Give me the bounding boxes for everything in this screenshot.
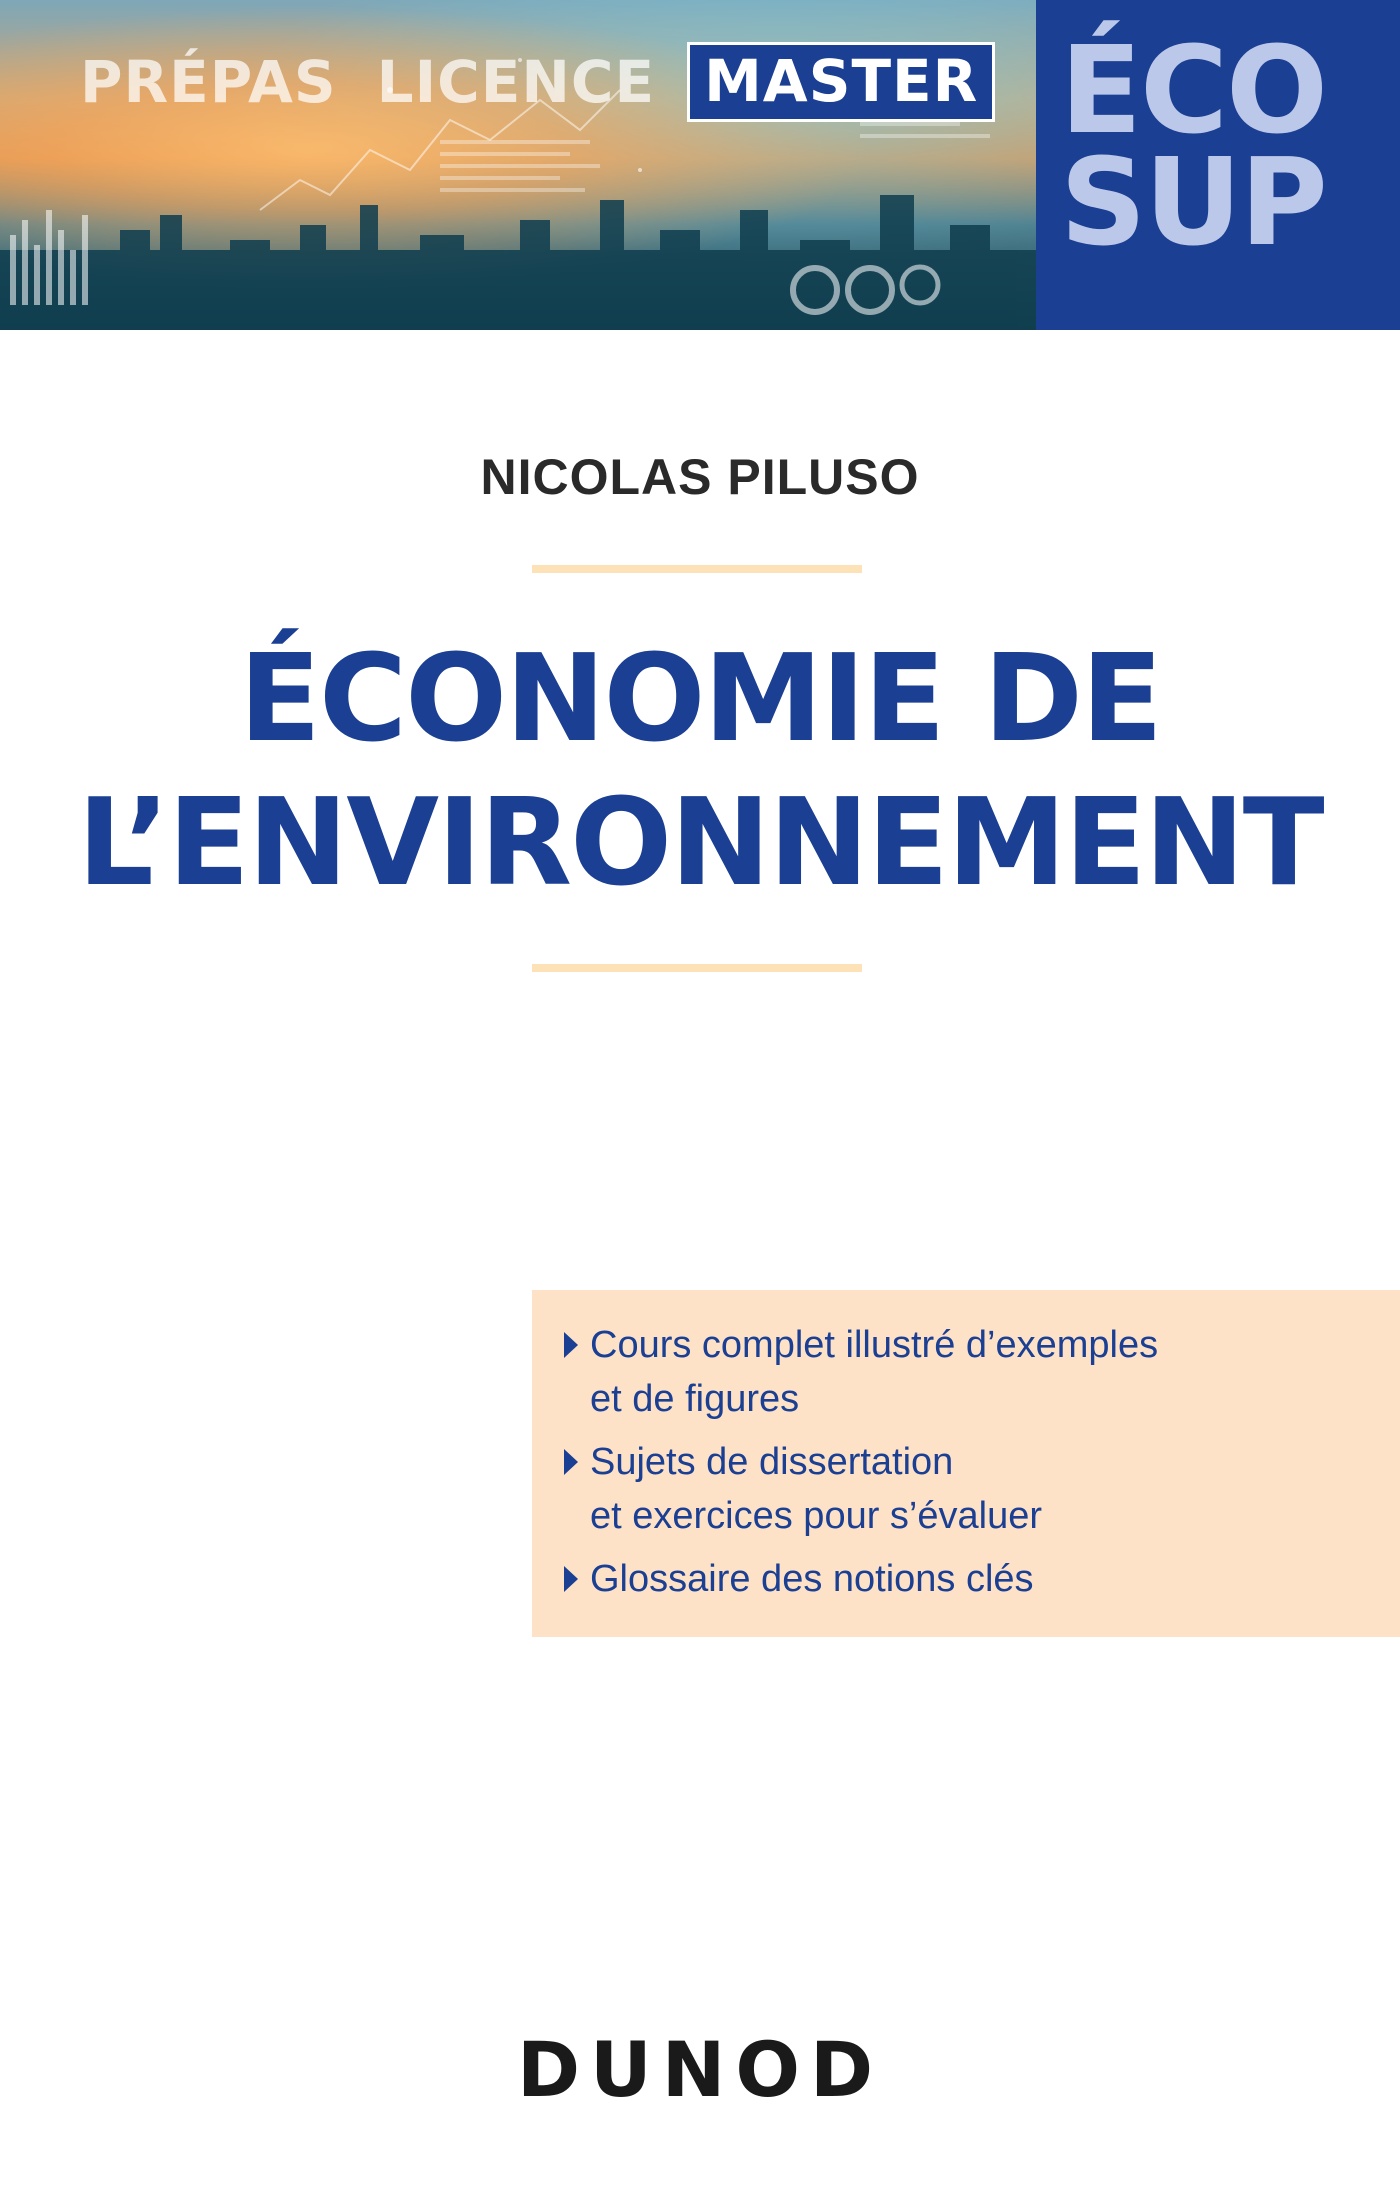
publisher-logo: DUNOD xyxy=(516,2025,884,2114)
author-name: NICOLAS PILUSO xyxy=(480,449,920,505)
collection-badge xyxy=(1036,0,1400,330)
academic-levels xyxy=(80,42,995,122)
feature-item xyxy=(564,1552,1034,1606)
level-prepas: PRÉPAS xyxy=(80,48,337,116)
collection-name xyxy=(1060,22,1327,273)
feature-item xyxy=(564,1318,1158,1426)
cover-banner xyxy=(0,0,1400,330)
collection-line-2: SUP xyxy=(1060,134,1326,273)
divider-top xyxy=(532,565,862,573)
title-line-2: L’ENVIRONNEMENT xyxy=(77,774,1323,913)
collection-line-1: ÉCO xyxy=(1060,22,1327,161)
feature-item xyxy=(564,1435,1042,1543)
title-line-1: ÉCONOMIE DE xyxy=(239,630,1161,769)
feature-line: Glossaire des notions clés xyxy=(590,1558,1034,1600)
triangle-bullet-icon xyxy=(564,1318,590,1426)
triangle-bullet-icon xyxy=(564,1552,590,1606)
feature-line: Sujets de dissertation xyxy=(590,1441,954,1483)
feature-line: et exercices pour s’évaluer xyxy=(590,1495,1042,1537)
divider-bottom xyxy=(532,964,862,972)
cityscape-data-photo xyxy=(0,0,1036,330)
feature-line: et de figures xyxy=(590,1378,800,1420)
triangle-bullet-icon xyxy=(564,1435,590,1543)
feature-line: Cours complet illustré d’exemples xyxy=(590,1324,1159,1366)
book-title xyxy=(0,628,1400,916)
level-master-highlight: MASTER xyxy=(687,42,995,122)
features-box xyxy=(532,1290,1400,1637)
level-licence: LICENCE xyxy=(376,48,656,116)
